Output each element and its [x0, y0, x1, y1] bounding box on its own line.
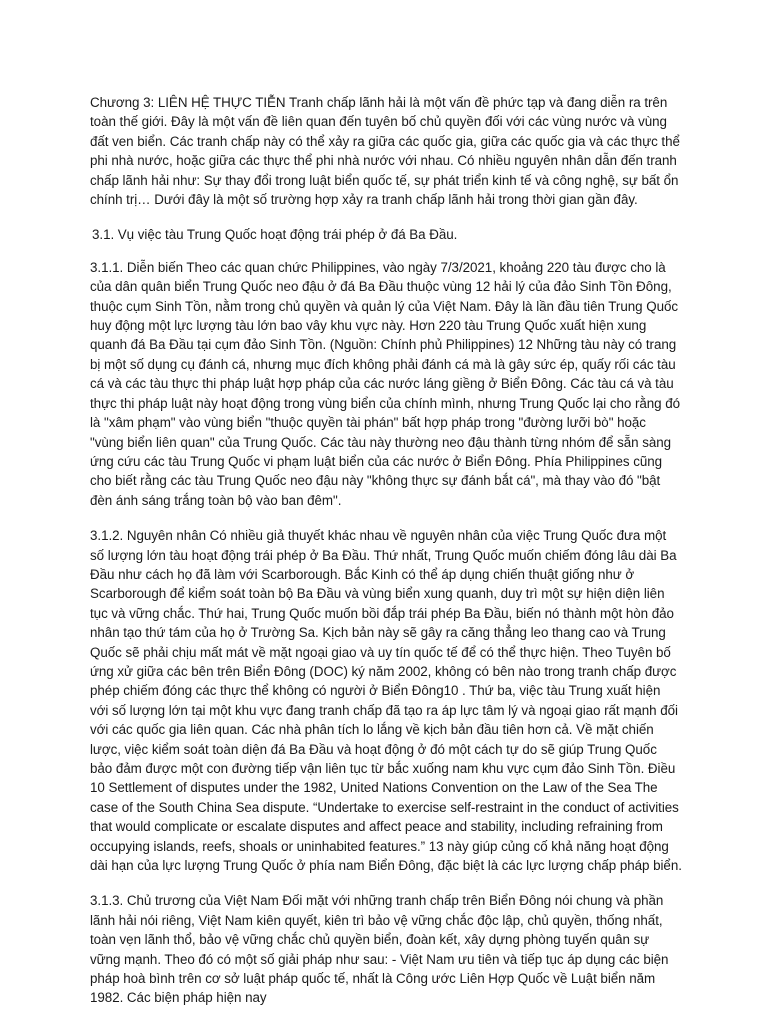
document-page	[90, 93, 682, 1024]
section-heading-3-1: 3.1. Vụ việc tàu Trung Quốc hoạt động trái phép ở đá Ba Đầu.	[92, 227, 458, 243]
chapter-intro-paragraph: Chương 3: LIÊN HỆ THỰC TIỄN Tranh chấp lãnh hải là một vấn đề phức tạp và đang diễn ra trên toàn thế giới. Đây là một vấn đề liên quan đến tuyên bố chủ quyền đối với các vùng nước và vùng đất ven biển. Các tranh chấp này có thể xảy ra giữa các quốc gia, giữa các quốc gia và các thực thể phi nhà nước, hoặc giữa các thực thể phi nhà nước với nhau. Có nhiều nguyên nhân dẫn đến tranh chấp lãnh hải như: Sự thay đổi trong luật biển quốc tế, sự phát triển kinh tế và công nghệ, sự bất ổn chính trị… Dưới đây là một số trường hợp xảy ra tranh chấp lãnh hải trong thời gian gần đây.	[90, 95, 680, 208]
section-3-1-3-paragraph: 3.1.3. Chủ trương của Việt Nam Đối mặt với những tranh chấp trên Biển Đông nói chung và phần lãnh hải nói riêng, Việt Nam kiên quyết, kiên trì bảo vệ vững chắc độc lập, chủ quyền, thống nhất, toàn vẹn lãnh thổ, bảo vệ vững chắc chủ quyền biển, đoàn kết, xây dựng phòng tuyến quân sự vững mạnh. Theo đó có một số giải pháp như sau: - Việt Nam ưu tiên và tiếp tục áp dụng các biện pháp hoà bình trên cơ sở luật pháp quốc tế, nhất là Công ước Liên Hợp Quốc về Luật biển năm 1982. Các biện pháp hiện nay	[90, 893, 669, 1006]
section-3-1-1-paragraph: 3.1.1. Diễn biến Theo các quan chức Philippines, vào ngày 7/3/2021, khoảng 220 tàu được cho là của dân quân biển Trung Quốc neo đậu ở đá Ba Đầu thuộc vùng 12 hải lý của đảo Sinh Tồn Đông, thuộc cụm Sinh Tồn, nằm trong chủ quyền và quản lý của Việt Nam. Đây là lần đầu tiên Trung Quốc huy động một lực lượng tàu lớn bao vây khu vực này. Hơn 220 tàu Trung Quốc xuất hiện xung quanh đá Ba Đầu tại cụm đảo Sinh Tồn. (Nguồn: Chính phủ Philippines) 12 Những tàu này có trang bị một số dụng cụ đánh cá, nhưng mục đích không phải đánh cá mà là gây sức ép, quấy rối các tàu cá và các tàu thực thi pháp luật hợp pháp của các nước láng giềng ở Biển Đông. Các tàu cá và tàu thực thi pháp luật này hoạt động trong vùng biển của chính mình, nhưng Trung Quốc lại cho rằng đó là "xâm phạm" vào vùng biển "thuộc quyền tài phán" bất hợp pháp trong "đường lưỡi bò" hoặc "vùng biển liên quan" của Trung Quốc. Các tàu này thường neo đậu thành từng nhóm để sẵn sàng ứng cứu các tàu Trung Quốc vi phạm luật biển của các nước ở Biển Đông. Phía Philippines cũng cho biết rằng các tàu Trung Quốc neo đậu này "không thực sự đánh bắt cá", mà thay vào đó "bật đèn ánh sáng trắng toàn bộ vào ban đêm".	[90, 259, 681, 508]
section-3-1-2-paragraph: 3.1.2. Nguyên nhân Có nhiều giả thuyết khác nhau về nguyên nhân của việc Trung Quốc đưa một số lượng lớn tàu hoạt động trái phép ở Ba Đầu. Thứ nhất, Trung Quốc muốn chiếm đóng lâu dài Ba Đầu như cách họ đã làm với Scarborough. Bắc Kinh có thể áp dụng chiến thuật giống như ở Scarborough để kiểm soát toàn bộ Ba Đầu và vùng biển xung quanh, duy trì một sự hiện diện liên tục và vững chắc. Thứ hai, Trung Quốc muốn bồi đắp trái phép Ba Đầu, biến nó thành một hòn đảo nhân tạo thứ tám của họ ở Trường Sa. Kịch bản này sẽ gây ra căng thẳng leo thang cao và Trung Quốc sẽ phải chịu mất mát về mặt ngoại giao và uy tín quốc tế để có thể thực hiện. Theo Tuyên bố ứng xử giữa các bên trên Biển Đông (DOC) ký năm 2002, không có bên nào trong tranh chấp được phép chiếm đóng các thực thể không có người ở Biển Đông10 . Thứ ba, việc tàu Trung xuất hiện với số lượng lớn tại một khu vực đang tranh chấp đã tạo ra áp lực tâm lý và ngoại giao rất mạnh đối với các quốc gia liên quan. Các nhà phân tích lo lắng về kịch bản đầu tiên hơn cả. Về mặt chiến lược, việc kiểm soát toàn diện đá Ba Đầu và hoạt động ở đó một cách tự do sẽ giúp Trung Quốc bảo đảm được một con đường tiếp vận liên tục từ bắc xuống nam khu vực cụm đảo Sinh Tồn. Điều 10 Settlement of disputes under the 1982, United Nations Convention on the Law of the Sea The case of the South China Sea dispute. “Undertake to exercise self-restraint in the conduct of activities that would complicate or escalate disputes and affect peace and stability, including refraining from occupying islands, reefs, shoals or uninhabited features.” 13 này giúp củng cố khả năng hoạt động dài hạn của lực lượng Trung Quốc ở phía nam Biển Đông, đặc biệt là các lực lượng chấp pháp biển.	[90, 528, 682, 874]
